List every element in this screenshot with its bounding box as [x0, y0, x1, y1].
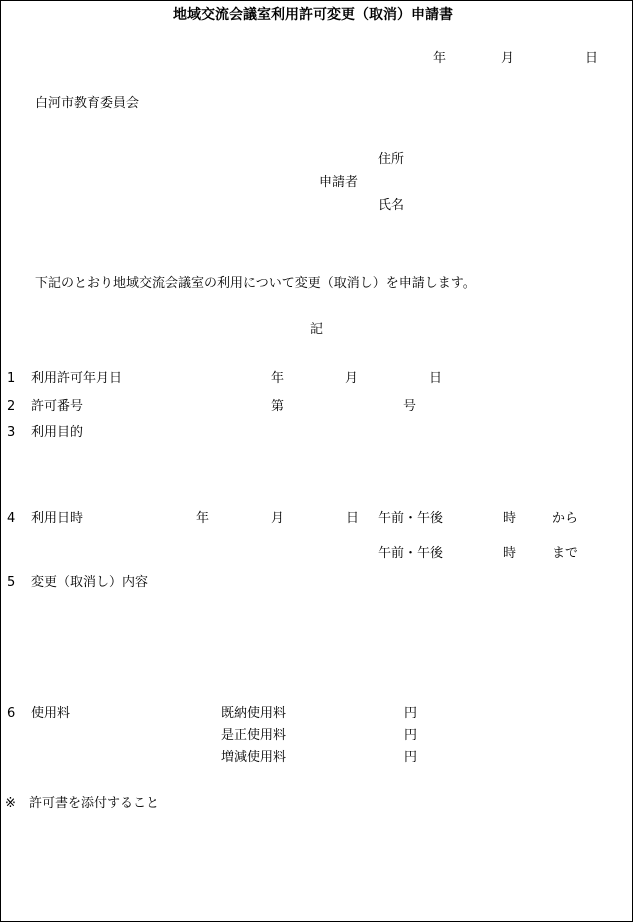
- item4-month: 月: [271, 511, 285, 526]
- recipient: 白河市教育委員会: [35, 96, 140, 111]
- item6-label: 使用料: [31, 706, 71, 721]
- item4-label: 利用日時: [31, 511, 84, 526]
- item4-day: 日: [346, 511, 360, 526]
- item1-year: 年: [271, 371, 285, 386]
- item4-end-ampm: 午前・午後: [378, 546, 444, 561]
- item5-number: 5: [7, 575, 16, 590]
- item1-day: 日: [429, 371, 443, 386]
- item4-start-hour: 時: [503, 511, 517, 526]
- item4-start-ampm: 午前・午後: [378, 511, 444, 526]
- item2-suffix: 号: [403, 399, 417, 414]
- applicant-label: 申請者: [319, 175, 359, 190]
- date-month-label: 月: [501, 51, 515, 66]
- item3-number: 3: [7, 425, 16, 440]
- item3-label: 利用目的: [31, 425, 84, 440]
- item4-until: まで: [552, 546, 579, 561]
- item6-paid-label: 既納使用料: [221, 706, 287, 721]
- item4-number: 4: [7, 511, 16, 526]
- item1-number: 1: [7, 371, 16, 386]
- item6-paid-yen: 円: [404, 706, 418, 721]
- item1-month: 月: [345, 371, 359, 386]
- item6-diff-yen: 円: [404, 750, 418, 765]
- note-text: 許可書を添付すること: [29, 796, 160, 811]
- item2-label: 許可番号: [31, 399, 84, 414]
- note-mark: ※: [5, 796, 16, 811]
- item6-corrected-label: 是正使用料: [221, 728, 287, 743]
- date-day-label: 日: [585, 51, 599, 66]
- item6-diff-label: 増減使用料: [221, 750, 287, 765]
- applicant-address-label: 住所: [378, 152, 405, 167]
- record-label: 記: [310, 322, 324, 337]
- item2-number: 2: [7, 399, 16, 414]
- item4-from: から: [552, 511, 579, 526]
- item6-number: 6: [7, 706, 16, 721]
- item4-end-hour: 時: [503, 546, 517, 561]
- statement: 下記のとおり地域交流会議室の利用について変更（取消し）を申請します。: [35, 276, 476, 291]
- date-year-label: 年: [433, 51, 447, 66]
- applicant-name-label: 氏名: [378, 198, 405, 213]
- item2-prefix: 第: [271, 399, 285, 414]
- item4-year: 年: [196, 511, 210, 526]
- item1-label: 利用許可年月日: [31, 371, 123, 386]
- item6-corrected-yen: 円: [404, 728, 418, 743]
- item5-label: 変更（取消し）内容: [31, 575, 149, 590]
- page-title: 地域交流会議室利用許可変更（取消）申請書: [173, 7, 453, 23]
